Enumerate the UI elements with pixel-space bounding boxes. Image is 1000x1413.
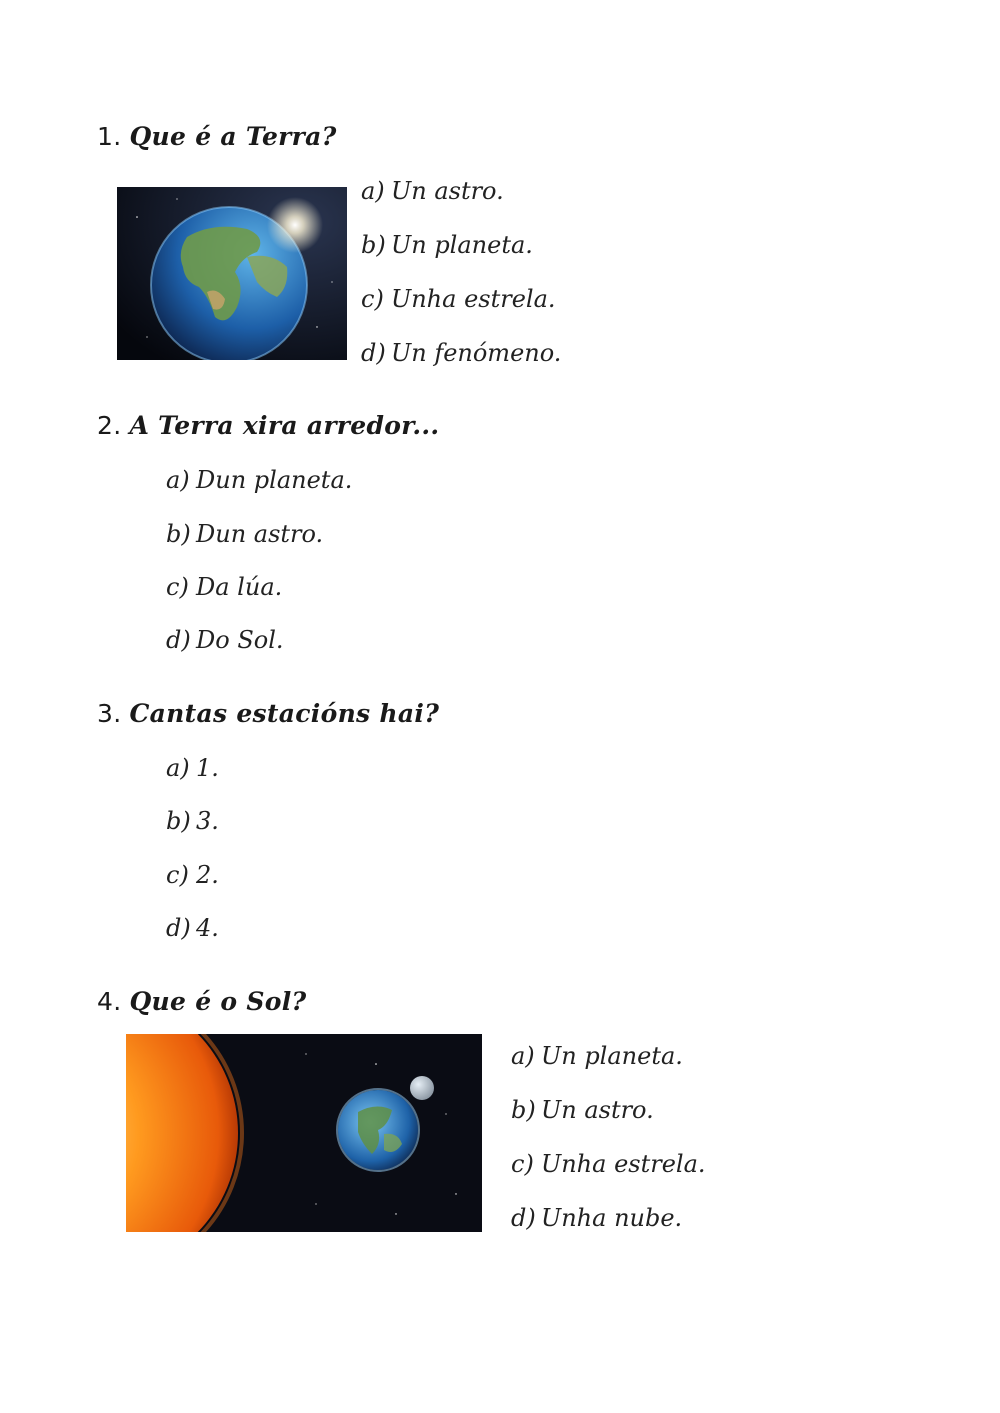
option-label: b) xyxy=(361,231,386,259)
option-label: b) xyxy=(166,807,191,835)
option-text: 4. xyxy=(196,914,219,942)
q3-option-c[interactable] xyxy=(166,861,219,889)
option-text: Unha estrela. xyxy=(541,1150,706,1178)
option-label: d) xyxy=(166,914,191,942)
q4-option-a[interactable] xyxy=(511,1042,683,1070)
option-text: 2. xyxy=(196,861,219,889)
q3-option-b[interactable] xyxy=(166,807,219,835)
option-text: 1. xyxy=(196,754,219,782)
question-4-title xyxy=(97,987,306,1016)
question-1-number: 1. xyxy=(97,122,122,151)
question-4-text: Que é o Sol? xyxy=(129,987,307,1016)
option-text: Un astro. xyxy=(391,177,504,205)
q2-option-b[interactable] xyxy=(166,520,323,548)
option-label: d) xyxy=(166,626,191,654)
question-3-text: Cantas estacións hai? xyxy=(129,699,440,728)
option-label: a) xyxy=(166,754,190,782)
option-text: 3. xyxy=(196,807,219,835)
option-label: d) xyxy=(511,1204,536,1232)
option-label: d) xyxy=(361,339,386,367)
option-text: Dun planeta. xyxy=(196,466,353,494)
option-label: a) xyxy=(511,1042,535,1070)
option-label: c) xyxy=(166,573,189,601)
q4-option-d[interactable] xyxy=(511,1204,682,1232)
option-label: b) xyxy=(166,520,191,548)
option-text: Unha nube. xyxy=(541,1204,683,1232)
question-2-number: 2. xyxy=(97,411,122,440)
sun-earth-moon-image xyxy=(126,1034,482,1232)
question-4-number: 4. xyxy=(97,987,122,1016)
question-2-text: A Terra xira arredor... xyxy=(129,411,440,440)
q3-option-a[interactable] xyxy=(166,754,219,782)
q1-option-b[interactable] xyxy=(361,231,533,259)
q2-option-c[interactable] xyxy=(166,573,282,601)
option-text: Unha estrela. xyxy=(391,285,556,313)
q1-option-a[interactable] xyxy=(361,177,504,205)
q4-option-c[interactable] xyxy=(511,1150,706,1178)
option-label: c) xyxy=(361,285,384,313)
question-3-title xyxy=(97,699,439,728)
earth-image xyxy=(117,187,347,360)
question-1-text: Que é a Terra? xyxy=(129,122,337,151)
q3-option-d[interactable] xyxy=(166,914,219,942)
option-text: Un planeta. xyxy=(541,1042,683,1070)
option-text: Un fenómeno. xyxy=(391,339,562,367)
option-label: c) xyxy=(511,1150,534,1178)
question-1-title xyxy=(97,122,337,151)
question-3-number: 3. xyxy=(97,699,122,728)
option-label: c) xyxy=(166,861,189,889)
q1-option-d[interactable] xyxy=(361,339,561,367)
option-label: a) xyxy=(166,466,190,494)
q2-option-d[interactable] xyxy=(166,626,284,654)
option-text: Dun astro. xyxy=(196,520,324,548)
q4-option-b[interactable] xyxy=(511,1096,654,1124)
question-2-title xyxy=(97,411,439,440)
option-text: Un planeta. xyxy=(391,231,533,259)
option-text: Un astro. xyxy=(541,1096,654,1124)
option-text: Da lúa. xyxy=(196,573,283,601)
option-label: b) xyxy=(511,1096,536,1124)
q1-option-c[interactable] xyxy=(361,285,556,313)
option-text: Do Sol. xyxy=(196,626,284,654)
q2-option-a[interactable] xyxy=(166,466,352,494)
option-label: a) xyxy=(361,177,385,205)
